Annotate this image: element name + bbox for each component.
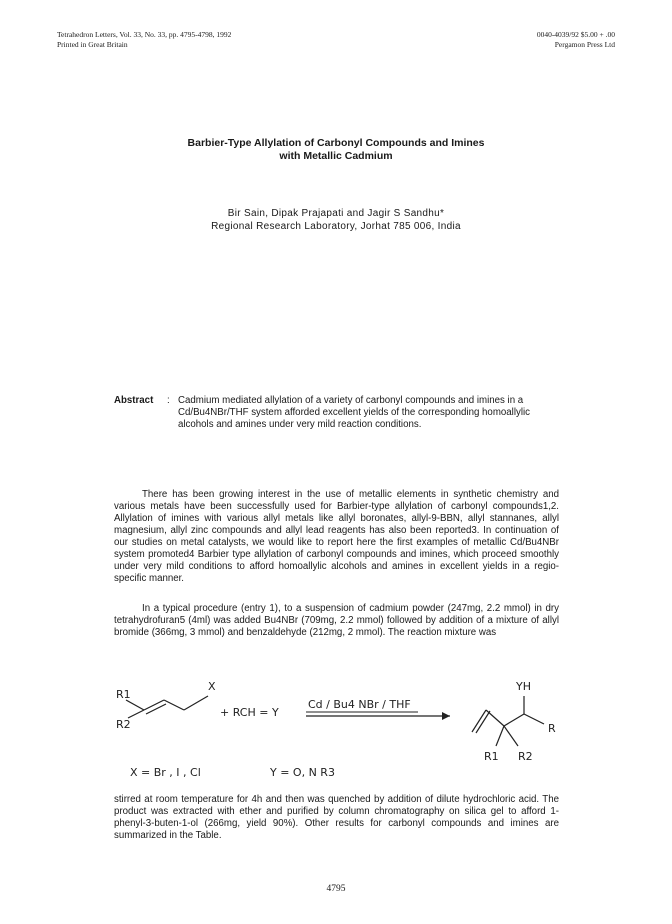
abstract-label: Abstract xyxy=(114,395,154,406)
reaction-scheme xyxy=(100,660,580,788)
reactant-r2-label: R2 xyxy=(116,718,131,731)
page-number: 4795 xyxy=(326,884,346,894)
author-block xyxy=(0,207,672,233)
product-yh-label: YH xyxy=(516,680,531,693)
title-line-2: with Metallic Cadmium xyxy=(279,150,393,162)
printed-in-line: Printed in Great Britain xyxy=(57,40,128,49)
citation-line: Tetrahedron Letters, Vol. 33, No. 33, pp. 4795-4798, 1992 xyxy=(57,30,232,39)
abstract-colon: : xyxy=(167,395,170,406)
title-line-1: Barbier-Type Allylation of Carbonyl Compounds and Imines xyxy=(187,137,485,149)
x-definition: X = Br , I , Cl xyxy=(130,766,201,779)
reaction-conditions: Cd / Bu4 NBr / THF xyxy=(308,698,411,711)
body-paragraph-procedure: In a typical procedure (entry 1), to a suspension of cadmium powder (247mg, 2.2 mmol) in dry tetrahydrofuran5 (4ml) was added Bu4NBr (709mg, 2.2 mmol) followed by addition of a mixture of allyl bromide (366mg, 3 mmol) and benzaldehyde (212mg, 2 mmol). The reaction mixture was xyxy=(114,603,559,638)
paper-title xyxy=(0,137,672,163)
arrow-head xyxy=(442,712,450,720)
product-r2-label: R2 xyxy=(518,750,533,763)
journal-citation-header xyxy=(57,30,231,50)
homoallylic-product-structure xyxy=(472,696,544,746)
reactant-r1-label: R1 xyxy=(116,688,131,701)
body-paragraph-intro: There has been growing interest in the use of metallic elements in synthetic chemistry and various metals have been successfully used for Barbier-type allylation of carbonyl compounds1,2. Allylation of imines with various allyl metals like allyl boronates, allyl-9-BBN, allyl stannanes, allyl magnesium, allyl zinc compounds and allyl lead reagents has also been reported3. In continuation of our studies on metal catalysts, we would like to report here the first examples of metallic Cd/Bu4NBr system promoted4 Barbier type allylation of carbonyl compounds and imines, which proceed smoothly under very mild conditions to afford homoallylic alcohols and amines in excellent yields in a regio-specific manner. xyxy=(114,489,559,584)
product-r-label: R xyxy=(548,722,556,735)
aldehyde-reagent: + RCH = Y xyxy=(220,706,279,719)
author-affiliation: Regional Research Laboratory, Jorhat 785 006, India xyxy=(211,221,461,232)
y-definition: Y = O, N R3 xyxy=(270,766,335,779)
publisher-name: Pergamon Press Ltd xyxy=(554,40,615,49)
allyl-halide-structure xyxy=(126,696,208,718)
body-paragraph-workup: stirred at room temperature for 4h and then was quenched by addition of dilute hydrochloric acid. The product was extracted with ether and purified by column chromatography on silica gel to afford 1-phenyl-3-buten-1-ol (266mg, yield 90%). Other results for carbonyl compounds and imines are summarized in the Table. xyxy=(114,794,559,841)
publisher-header xyxy=(537,30,615,50)
product-r1-label: R1 xyxy=(484,750,499,763)
reactant-x-label: X xyxy=(208,680,216,693)
price-code: 0040-4039/92 $5.00 + .00 xyxy=(536,30,615,39)
author-names: Bir Sain, Dipak Prajapati and Jagir S Sandhu* xyxy=(227,208,445,219)
abstract-text: Cadmium mediated allylation of a variety of carbonyl compounds and imines in a Cd/Bu4NBr/THF system afforded excellent yields of the corresponding homoallylic alcohols and amines under very mild reaction conditions. xyxy=(178,395,530,430)
